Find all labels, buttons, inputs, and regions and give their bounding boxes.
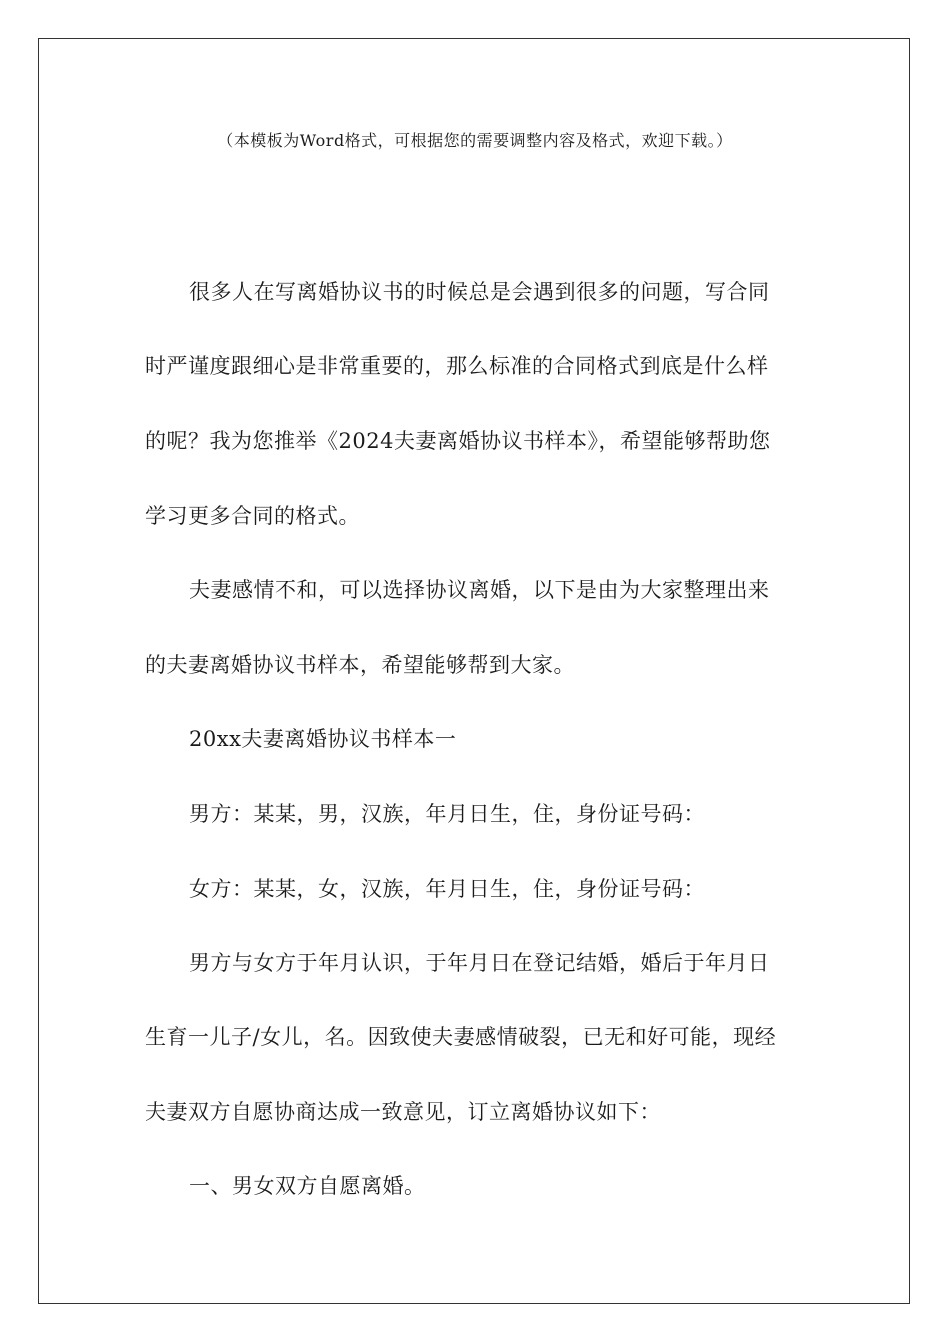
- paragraph-intro-line-4: 学习更多合同的格式。: [145, 504, 360, 528]
- paragraph-background-line-3: 夫妻双方自愿协商达成一致意见，订立离婚协议如下：: [145, 1100, 661, 1124]
- paragraph-intro-line-3: 的呢？我为您推举《2024夫妻离婚协议书样本》，希望能够帮助您: [145, 429, 771, 453]
- paragraph-intro-line-2: 时严谨度跟细心是非常重要的，那么标准的合同格式到底是什么样: [145, 354, 769, 378]
- paragraph-summary-line-1: 夫妻感情不和，可以选择协议离婚，以下是由为大家整理出来: [189, 578, 770, 602]
- party-female: 女方：某某，女，汉族，年月日生，住，身份证号码：: [189, 877, 705, 901]
- template-note: （本模板为Word格式，可根据您的需要调整内容及格式，欢迎下载。）: [217, 131, 733, 150]
- clause-1: 一、男女双方自愿离婚。: [189, 1174, 426, 1198]
- paragraph-background-line-2: 生育一儿子/女儿，名。因致使夫妻感情破裂，已无和好可能，现经: [145, 1025, 777, 1049]
- party-male: 男方：某某，男，汉族，年月日生，住，身份证号码：: [189, 802, 705, 826]
- paragraph-summary-line-2: 的夫妻离婚协议书样本，希望能够帮到大家。: [145, 653, 575, 677]
- sample-heading: 20xx夫妻离婚协议书样本一: [189, 727, 457, 751]
- paragraph-background-line-1: 男方与女方于年月认识，于年月日在登记结婚，婚后于年月日: [189, 951, 770, 975]
- paragraph-intro-line-1: 很多人在写离婚协议书的时候总是会遇到很多的问题，写合同: [189, 280, 770, 304]
